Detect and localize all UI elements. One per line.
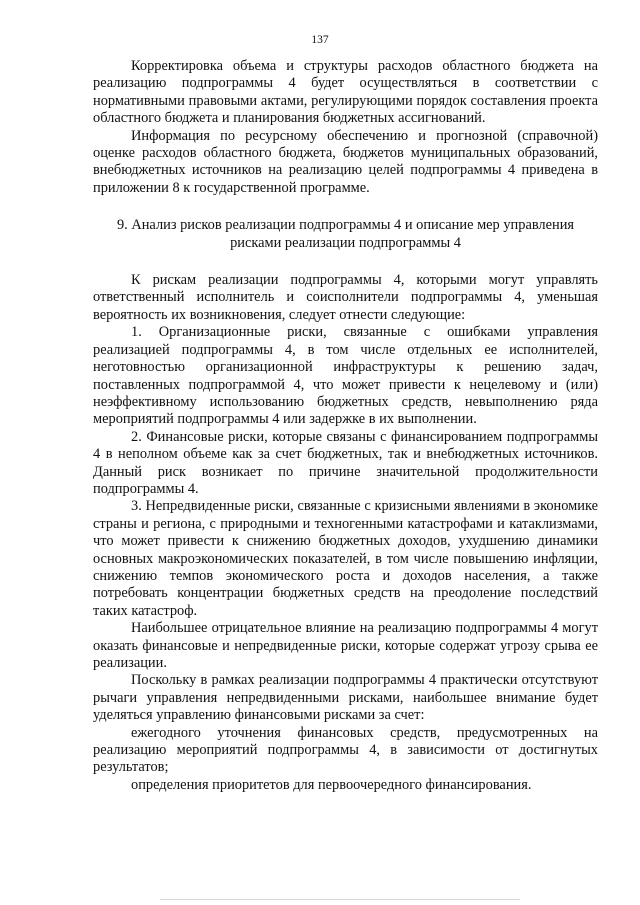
paragraph-greatest-impact: Наибольшее отрицательное влияние на реализацию подпрограммы 4 могут оказать финансовые и непредвиденные риски, которые содержат угрозу срыва ее реализации.	[93, 620, 598, 671]
page-number: 137	[311, 34, 329, 46]
paragraph-budget-adjustment: Корректировка объема и структуры расходов областного бюджета на реализацию подпрограммы 4 будет осуществляться в соответствии с нормативными правовыми актами, регулирующими порядок составления проекта областного бюджета и планирования бюджетных ассигнований.	[93, 58, 598, 127]
section-heading-line-2: рисками реализации подпрограммы 4	[230, 234, 461, 251]
paragraph-unforeseen-risks: 3. Непредвиденные риски, связанные с кризисными явлениями в экономике страны и региона, с природными и техногенными катастрофами и катаклизмами, что может привести к снижению бюджетных доходов, ухудшению динамики основных макроэкономических показателей, в том числе повышению инфляции, снижению темпов экономического роста и доходов населения, а также потребовать концентрации бюджетных средств на преодоление последствий таких катастроф.	[93, 498, 598, 619]
paragraph-organizational-risks: 1. Организационные риски, связанные с ошибками управления реализацией подпрограммы 4, в том числе отдельных ее исполнителей, неготовностью организационной инфраструктуры к решению задач, поставленных подпрограммой 4, что может привести к нецелевому и (или) неэффективному использованию бюджетных средств, невыполнению ряда мероприятий подпрограммы 4 или задержке в их выполнении.	[93, 324, 598, 428]
paragraph-financial-risks: 2. Финансовые риски, которые связаны с финансированием подпрограммы 4 в неполном объеме как за счет бюджетных, так и внебюджетных источников. Данный риск возникает по причине значительной продолжительности подпрограммы 4.	[93, 428, 598, 497]
page-body	[93, 58, 598, 794]
paragraph-risks-intro: К рискам реализации подпрограммы 4, которыми могут управлять ответственный исполнитель и соисполнители подпрограммы 4, уменьшая вероятность их возникновения, следует отнести следующие:	[93, 272, 598, 323]
paragraph-annual-refinement: ежегодного уточнения финансовых средств, предусмотренных на реализацию мероприятий подпрограммы 4, в зависимости от достигнутых результатов;	[93, 724, 598, 776]
spacer	[93, 197, 598, 217]
spacer	[93, 252, 598, 272]
section-heading	[93, 217, 598, 252]
paragraph-management-levers: Поскольку в рамках реализации подпрограммы 4 практически отсутствуют рычаги управления непредвиденными рисками, наибольшее внимание будет уделяться управлению финансовыми рисками за счет:	[93, 672, 598, 724]
paragraph-priorities: определения приоритетов для первоочередного финансирования.	[131, 776, 532, 793]
scan-edge-line	[160, 899, 520, 900]
section-heading-line-1: 9. Анализ рисков реализации подпрограммы 4 и описание мер управления	[116, 217, 575, 234]
paragraph-resource-info: Информация по ресурсному обеспечению и прогнозной (справочной) оценке расходов областного бюджета, бюджетов муниципальных образований, внебюджетных источников на реализацию целей подпрограммы 4 приведена в приложении 8 к государственной программе.	[93, 127, 598, 196]
